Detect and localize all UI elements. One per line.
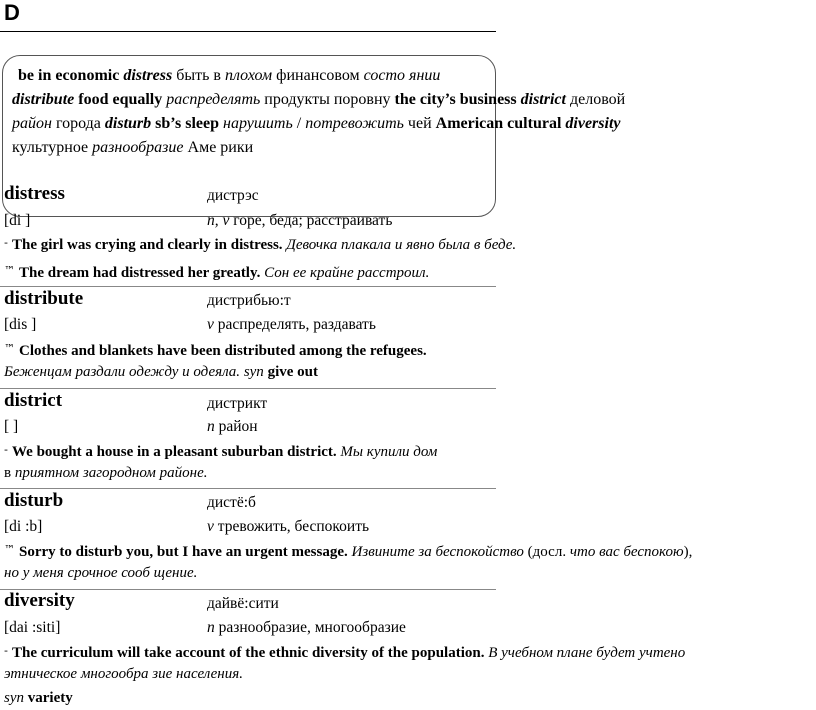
colloc-ru: состо янии [363,67,441,84]
example [4,342,427,360]
example [4,644,685,662]
example-ru: приятном загородном районе. [14,465,208,481]
example-en: Sorry to disturb you, but I have an urgent message. [19,544,348,560]
example-en: The curriculum will take account of the ethnic diversity of the population. [11,645,485,661]
example-en: The girl was crying and clearly in distress. [11,237,283,253]
transcription: [ ] [4,418,19,435]
tm-bullet-icon: ™ [4,264,15,277]
example-ru: что вас беспокою [569,544,684,560]
syn-label: syn [4,690,24,706]
colloc-ru: район [12,115,52,132]
colloc-en: American cultural [435,115,566,132]
colloc-en: be in economic [18,67,124,84]
headword-distress: distress [4,183,65,204]
example-ru-line [4,666,243,683]
part-of-speech: n [207,619,215,636]
collocation-line-4 [12,136,802,160]
entry-divider [0,388,496,389]
colloc-ru: распределять [162,91,261,108]
example-ru: в [4,465,15,481]
pron-ru: дистрибью:т [207,292,291,309]
example-ru: но у меня срочное сооб щение. [4,565,198,581]
example-en: The dream had distressed her greatly. [19,265,261,281]
pron-ru: дайвё:сити [207,595,279,612]
colloc-ru: Аме рики [183,139,254,156]
colloc-ru: плохом [224,67,273,84]
example [4,264,429,282]
colloc-ru: потревожить [305,115,404,132]
transcription: [di ] [4,212,31,229]
meaning: район [214,418,258,435]
example [4,443,437,461]
example-ru-line [4,465,207,482]
example [4,236,516,254]
entry-divider [0,488,496,489]
colloc-ru: деловой [565,91,626,108]
colloc-ru: культурное [12,139,93,156]
collocation-line-2 [12,88,802,112]
synonym-line [4,690,73,707]
tm-bullet-icon: ™ [4,342,15,355]
synonym: variety [27,690,73,706]
colloc-ru: разнообразие [92,139,184,156]
pron-ru: дистрэс [207,187,259,204]
example-ru: Сон ее крайне расстроил. [264,265,430,281]
example-ru-line [4,565,197,582]
colloc-ru: быть в [172,67,225,84]
part-of-speech: n, v [207,212,230,229]
example-ru: В учебном плане будет учтено [488,645,686,661]
headword-diversity: diversity [4,590,75,611]
example-ru: Извините за беспокойство [351,544,524,560]
entry-divider [0,286,496,287]
collocation-list [12,64,802,160]
example-ru-line [4,364,318,381]
example-ru: этническое многообра зие населения. [4,666,243,682]
collocation-line-3 [12,112,802,136]
headword-distribute: distribute [4,288,84,309]
example [4,543,692,561]
dash-icon: - [4,236,8,249]
example-ru: Мы купили дом [340,444,438,460]
colloc-en-key: disturb [104,115,152,132]
headword-disturb: disturb [4,490,64,511]
definition [207,418,258,436]
colloc-en: sb’s sleep [151,115,219,132]
part-of-speech: v [207,518,214,535]
colloc-ru: продукты поровну [260,91,395,108]
example-ru: (досл. [523,544,570,560]
colloc-en: food equally [74,91,163,108]
example-en: We bought a house in a pleasant suburban district. [11,444,337,460]
meaning: горе, беда; расстраивать [229,212,393,229]
definition [207,619,406,637]
definition [207,518,369,536]
example-ru: Девочка плакала и явно была в беде. [286,237,517,253]
colloc-ru: города [51,115,105,132]
synonym: give out [267,364,318,380]
collocation-line-1 [12,64,802,88]
meaning: разнообразие, многообразие [214,619,406,636]
meaning: распределять, раздавать [213,316,376,333]
definition [207,212,392,230]
example-ru: ), [683,544,693,560]
dash-icon: - [4,644,8,657]
colloc-ru: чей [403,115,436,132]
colloc-en-key: district [520,91,566,108]
colloc-en-key: distribute [12,91,75,108]
colloc-en: the city’s business [394,91,521,108]
transcription: [dis ] [4,316,37,333]
example-ru: Беженцам раздали одежду и одеяла. [4,364,241,380]
part-of-speech: v [207,316,214,333]
colloc-ru: нарушить [219,115,293,132]
syn-label: syn [243,364,264,380]
top-divider [0,31,496,32]
meaning: тревожить, беспокоить [213,518,370,535]
transcription: [dai :siti] [4,619,61,636]
definition [207,316,376,334]
transcription: [di :b] [4,518,43,535]
headword-district: district [4,390,63,411]
example-en: Clothes and blankets have been distributed among the refugees. [19,343,427,359]
pron-ru: дистё:б [207,494,256,511]
part-of-speech: n [207,418,215,435]
pron-ru: дистрикт [207,395,268,412]
colloc-en-key: diversity [565,115,621,132]
colloc-en-key: distress [123,67,173,84]
section-letter: D [4,0,20,25]
tm-bullet-icon: ™ [4,543,15,556]
colloc-ru: / [292,115,306,132]
colloc-ru: финансовом [272,67,364,84]
dash-icon: - [4,443,8,456]
